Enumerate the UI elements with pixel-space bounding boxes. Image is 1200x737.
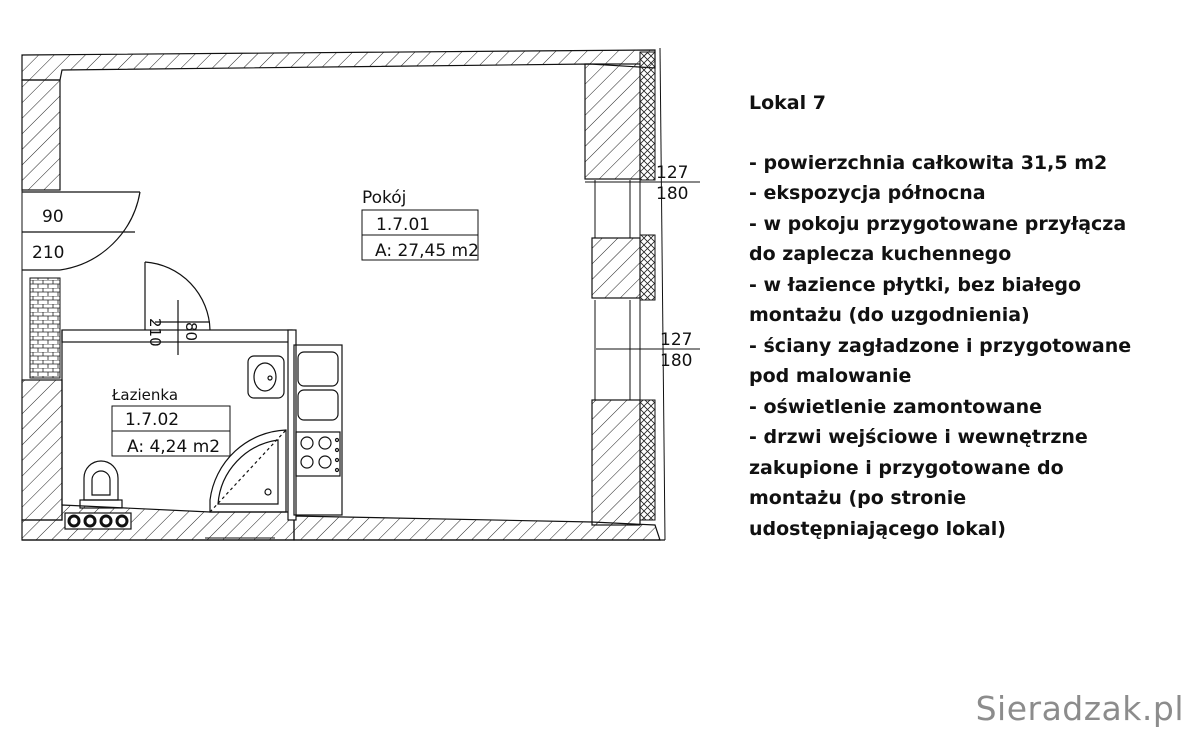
room-bath-label [111,386,230,457]
bathroom-door-height: 210 [146,318,164,347]
kitchen-unit [294,345,342,515]
description-line: - powierzchnia całkowita 31,5 m2 [749,151,1108,174]
toilet [80,461,122,508]
description-line: udostępniającego lokal) [749,517,1006,540]
description-line: montażu (po stronie [749,487,967,509]
floor-plan [0,0,700,560]
window-upper-height: 180 [656,184,689,204]
description-line: zakupione i przygotowane do [749,456,1064,479]
apartment-description [749,88,1189,544]
walls [22,48,665,540]
description-line: - w łazience płytki, bez białego [749,273,1082,296]
room-bath-number: 1.7.02 [125,410,180,430]
room-main-area: A: 27,45 m2 [375,241,479,261]
window-lower-width: 127 [660,330,693,350]
description-line: - ściany zagładzone i przygotowane [749,334,1132,357]
room-bath-area: A: 4,24 m2 [127,437,221,457]
window-upper-width: 127 [656,163,689,183]
entry-door-width: 90 [42,207,64,227]
description-line: - ekspozycja północna [749,182,986,204]
watermark-logo: Sieradzak.pl [975,689,1184,728]
description-line: - drzwi wejściowe i wewnętrzne [749,426,1088,448]
room-main-name: Pokój [362,188,407,208]
room-main-number: 1.7.01 [376,215,431,235]
description-line: - oświetlenie zamontowane [749,395,1043,418]
window-lower-height: 180 [660,351,693,371]
description-line: pod malowanie [749,365,912,387]
description-list [749,148,1189,545]
washbasin [248,356,284,398]
description-line: do zaplecza kuchennego [749,243,1012,265]
shower [210,430,286,512]
description-line: montażu (do uzgodnienia) [749,304,1030,326]
entry-door-height: 210 [32,243,65,263]
room-bath-name: Łazienka [112,386,179,404]
bathroom-door-width: 80 [182,322,200,342]
room-main-label [362,188,479,261]
description-line: - w pokoju przygotowane przyłącza [749,212,1127,235]
description-title: Lokal 7 [749,92,826,114]
